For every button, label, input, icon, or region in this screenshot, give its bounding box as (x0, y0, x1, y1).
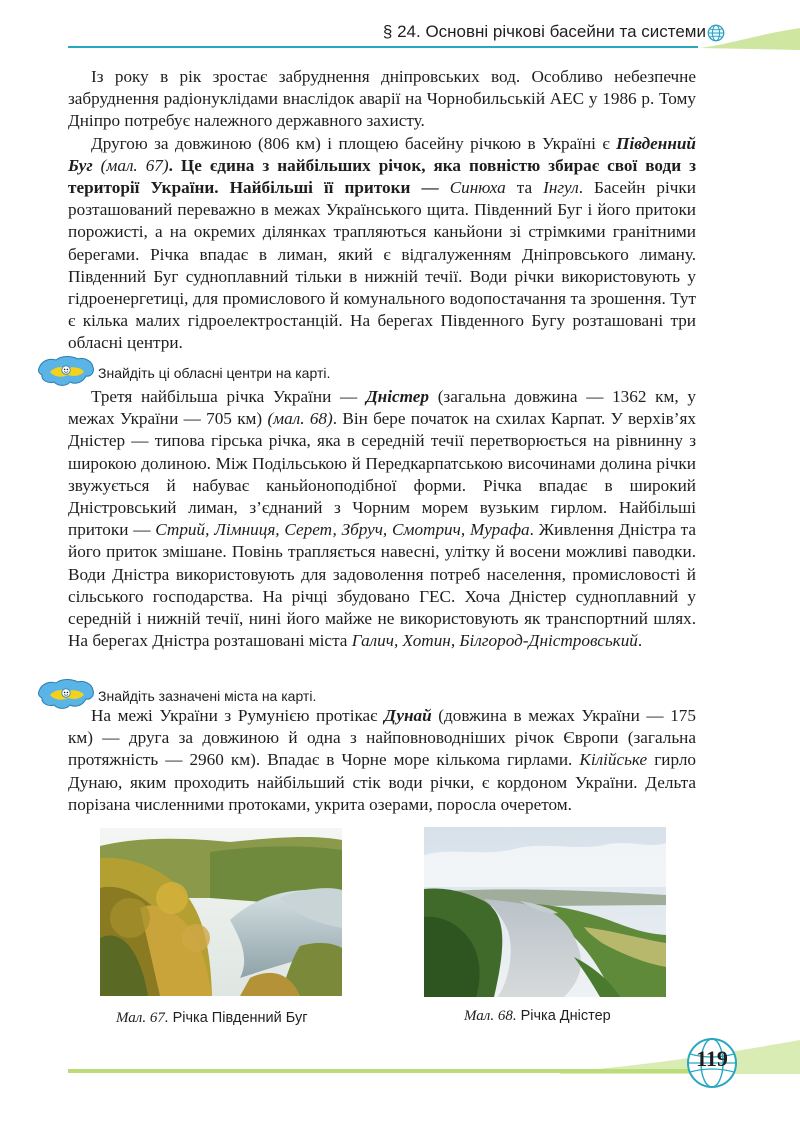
task-box-1 (36, 352, 736, 390)
term-danube: Дунай (384, 706, 432, 725)
footer-rule (68, 1069, 698, 1073)
photo-dniester (424, 827, 666, 997)
term-tributaries: Стрий, Лімниця, Серет, Збруч, Смотрич, Мурафа (155, 520, 530, 540)
page-number: 119 (696, 1046, 728, 1071)
term-syniukha: Синюха (449, 178, 506, 198)
text-block-2 (68, 386, 696, 652)
header-rule (68, 46, 698, 48)
term-dniester: Дністер (365, 387, 429, 406)
text-block-3 (68, 705, 696, 816)
term-inhul: Інгул (543, 178, 579, 198)
task-text-1: Знайдіть ці обласні центри на карті. (98, 365, 331, 381)
figure-caption-67 (116, 1010, 308, 1027)
figure-number-67: Мал. 67. (116, 1010, 169, 1026)
page-header (0, 0, 800, 60)
photo-southern-bug (100, 828, 342, 996)
figure-caption-68 (464, 1008, 611, 1025)
paragraph-dniester: Третя найбільша річка України — Дністер (загальна довжина — 1362 км, у межах України — 705 км) (мал. 68). Він бере початок на схилах Карпат. У верхів’ях Дністер — типова гірська річка, яка в середній течії перетворюється на рівнинну з широкою долиною. Між Подільською й Передкарпатською височинами долина річки звужується й набуває каньйоноподібної форми. Річка впадає в широкий Дністровський лиман, з’єднаний з Чорним морем вузьким гирлом. Найбільші притоки — Стрий, Лімниця, Серет, Збруч, Смотрич, Мурафа. Живлення Дністра та його приток змішане. Повінь трапляється навесні, улітку й восени можливі паводки. Води Дністра використовують для задоволення потреб населення, промисловості й сільського господарства. На річці збудовано ГЕС. Хоча Дністер судноплавний у середній і нижній течії, нині його майже не використовують як транспортний шлях. На берегах Дністра розташовані міста Галич, Хотин, Білгород-Дністровський. (68, 387, 696, 651)
figure-title-67: Річка Південний Буг (168, 1010, 308, 1026)
ukraine-map-task-icon (36, 352, 96, 390)
paragraph-danube: На межі України з Румунією протікає Дунай (довжина в межах України — 175 км) — друга за довжиною й одна з найповноводніших річок Європи (загальна протяжність — 2960 км). Впадає в Чорне море кількома гирлами. Кілійське гирло Дунаю, яким проходить найбільший стік води річки, є кордоном України. Дельта порізана численними протоками, укрита озерами, поросла очеретом. (68, 706, 696, 814)
figure-title-68: Річка Дністер (516, 1008, 611, 1024)
term-cities: Галич, Хотин, Білгород-Дністровський (351, 631, 638, 651)
term-southern-bug: Південний Буг (68, 133, 696, 175)
paragraph-southern-bug: Другою за довжиною (806 км) і площею басейну річкою в Україні є Південний Буг (мал. 67). Це єдина з найбільших річок, яка повністю збирає свої води з території України. Найбільші її притоки — Синюха та Інгул. Басейн річки розташований переважно в межах Українського щита. Південний Буг і його притоки порожисті, а на окремих ділянках трапляються каньйони зі стрімкими гранітними берегами. Річка впадає в лиман, який є відгалуженням Дніпровського лиману. Південний Буг судноплавний тільки в нижній течії. Води річки використовують у гідроенергетиці, для промислового й комунального водопостачання та зрошення. Тут є кілька малих гідроелектростанцій. На берегах Південного Бугу розташовані три обласні центри. (68, 133, 697, 353)
term-kiliia: Кілійське (579, 750, 648, 770)
text-block-1 (68, 66, 696, 355)
globe-icon (707, 24, 725, 42)
section-title: § 24. Основні річкові басейни та системи (382, 22, 706, 41)
figure-number-68: Мал. 68. (464, 1008, 517, 1024)
task-text-2: Знайдіть зазначені міста на карті. (98, 688, 317, 704)
paragraph-dnipro-pollution: Із року в рік зростає забруднення дніпровських вод. Особливо небезпечне забруднення радіонуклідами внаслідок аварії на Чорнобильській АЕС у 1986 р. Тому Дніпро потребує належного державного захисту. (68, 67, 696, 131)
